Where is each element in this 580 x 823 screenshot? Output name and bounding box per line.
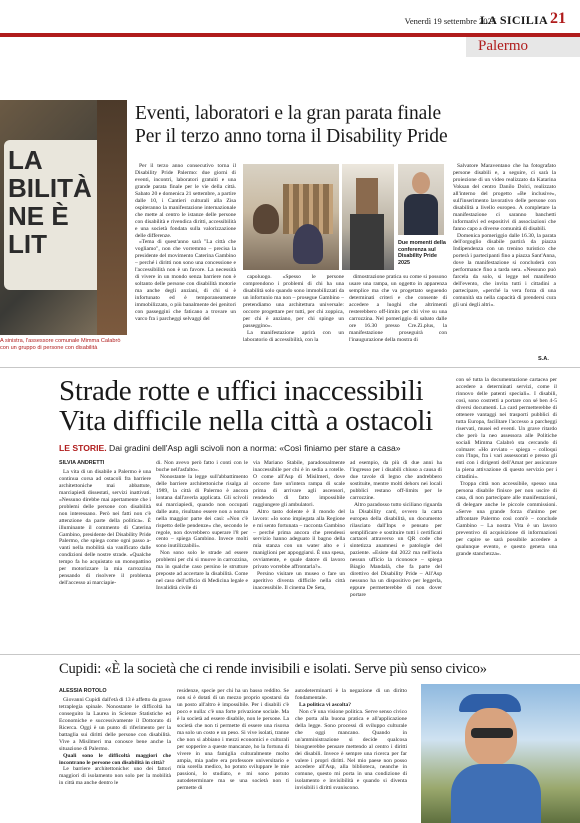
issue-date: Venerdì 19 settembre 2025 <box>404 16 496 26</box>
sign-lettering: LA BILITÀ NE È LIT <box>8 145 92 259</box>
paragraph: Non sono solo le strade ad essere problemi per chi si muove in carrozzina, ma in qualche caso persino le strutture preposte ad accertare la disabilità. Come nel caso dell'ufficio di Medicina legale e Invalidità civile di <box>156 550 248 592</box>
kicker-label: LE STORIE. <box>59 443 107 453</box>
paragraph: Per il terzo anno consecutivo torna il Disability Pride Palermo: due giorni di eventi, incontri, laboratori gratuiti e una grande parata finale per le vie della città. Sabato 20 e domenica 21 settembre, a partire dalle 10, i Cantieri culturali alla Zisa ospiteranno la manifestazione internazionale che mette al centro le istanze delle persone con disabilità e rivendica diritti, accessibilità e una società fondata sulla valorizzazione delle differenze. <box>135 163 236 239</box>
paragraph: con sé tutta la documentazione cartacea per accedere a determinati servizi, come il rinnovo delle patenti speciali». I disabili, così, sono costretti a portare con sé ben 4-5 diversi documenti. La card permetterebbe di ottenere vantaggi nei trasporti pubblici di tutta Europa, facilitare l'accesso a parcheggi riservati, musei ed eventi. Un grave ritardo che però la neo assessora alle Politiche sociali Mimma Calabrò sta cercando di colmare: «Ho avviato – spiega – colloqui con l'Inps, fra i vari assessorati e presso gli enti con i dirigenti dell'Amat per assicurare la piena attivazione di questo servizio per i cittadini». <box>456 377 557 481</box>
photo-giovanni-cupidi <box>421 684 580 823</box>
photo-disability-sign <box>0 100 127 335</box>
paragraph: Giovanni Cupidi dall'età di 13 è affetto da grave tetraplegia spinale. Nonostante le difficoltà ha conseguito la Laurea in Scienze Statistiche ed Economiche e successivamente il Dottorato di Ricerca. Oggi è un punto di riferimento per la battaglia sui diritti delle persone con disabilità. Vive a Misilmeri ma conosce bene anche la situazione di Palermo. <box>59 696 171 752</box>
paragraph: di. Non avevo però fatto i conti con le buche nell'asfalto». <box>156 460 248 473</box>
paragraph: La manifestazione aprirà con un laboratorio di accessibilità, con la <box>243 329 344 343</box>
article1-col2 <box>243 274 344 366</box>
paragraph: Troppa città non accessibile, spesso una persona disabile finisce per non uscire di casa, di non partecipare alle manifestazioni, di delegare anche le piccole commissioni. «Serve una grande forza d'animo per affrontare Palermo così com'è – conclude Gambino – La nostra Vita è un lavoro preventivo di acquisizione di informazioni per capire se sarà possibile accedere a qualunque evento, e questo genera una grande stanchezza». <box>456 481 557 557</box>
newspaper-name: LA SICILIA <box>479 13 548 27</box>
paragraph: autodeterminarti è la negazione di un diritto fondamentale. <box>295 688 407 701</box>
paragraph: residenze, specie per chi ha un basso reddito. Se non si è dotati di un mezzo proprio spostarsi da un posto all'altro è impossibile. Per i disabili c'è poco e nulla: c'è una forte privazione sociale. Ma è la società ad essere disabile, non le persone. La società che non ti permette di essere una risorsa ma solo un costo e un peso. Si vive isolati, tranne che non si abbiano i mezzi economici e culturali per sopperire a queste mancanze, ho la fortuna di vivere in una famiglia culturalmente molto ampia, mia padre era professore universitario e mia sorella medico, ho potuto sviluppare le mie passioni, lo studiato, e mi sono potuto autodeterminare ma se una società non ti permette di <box>177 688 289 792</box>
article2-col1 <box>59 460 151 650</box>
article3-col2 <box>177 688 289 818</box>
article1-col3 <box>349 274 447 366</box>
article3-title: Cupidi: «È la società che ci rende invisibili e isolati. Serve più senso civico» <box>59 661 487 677</box>
divider <box>0 367 580 368</box>
paragraph: «Tema di quest'anno sarà "La città che vogliamo", non che vorremmo – precisa la presidente del movimento Caterina Gambino – perché i diritti non sono una concessione e l'accessibilità non è un favore. La necessità di vivere in un mondo senza barriere non è soltanto delle persone con disabilità motorie ma anche degli anziani, di chi si è infortunato ed è temporaneamente immobilizzato, o più banalmente dei genitori con passeggini che faticano a trovare un varco fra i parcheggi selvaggi del <box>135 239 236 322</box>
article2-col3 <box>253 460 345 650</box>
page-number: 21 <box>550 10 566 27</box>
paragraph: Altro paradosso tutto siciliano riguarda la Disability card, ovvero la carta europea della disabilità, un documento rilasciato dall'Inps e pensato per semplificare e sostituire tutti i certificati cartacei attraverso un QR code che sintetizza anamnesi e patologie del paziente. «Esiste dal 2022 ma nell'isola nessun ufficio la riconosce – spiega Biagio Mandalà, che fa parte del direttivo del Disability Pride – All'Asp nessuno ha un dispositivo per leggerla, eppure permetterebbe di non dover portare <box>350 501 442 599</box>
article2-col2 <box>156 460 248 650</box>
paragraph: Persino visitare un museo o fare un aperitivo diventa difficile nella città inaccessibile. Il cinema De Seta, <box>253 571 345 592</box>
paragraph: dimostrazione pratica su come si possono usare una rampa, un oggetto in apparenza semplice ma che va progettato seguendo determinati criteri e che consente di accedere a luoghi che altrimenti resterebbero off-limits per chi vive su una carrozzina. Nel pomeriggio di sabato dalle ore 16.30 presso Cre.Zi.plus, la manifestazione proseguirà con l'inaugurazione della mostra di <box>349 274 447 343</box>
byline: SILVIA ANDRETTI <box>59 460 105 466</box>
article2-title-line1: Strade rotte e uffici inaccessibili <box>59 375 424 407</box>
article3-col3 <box>295 688 407 818</box>
photo-conference-1 <box>243 164 339 270</box>
photo-conference-2 <box>342 164 394 270</box>
section-name: Palermo <box>478 38 528 54</box>
article1-title-line2: Per il terzo anno torna il Disability Pride <box>135 126 448 147</box>
paragraph: Nonostante la legge sull'abbattimento delle barriere architettoniche risalga al 1989, la città di Palermo è ancora lontana dall'averla applicata. Gli scivoli sui marciapiedi, quando non occupati dalle auto, risultano essere non a norma nella maggior parte dei casi: «Non c'è rispetto delle pendenze» che, secondo le regole, non dovrebbero superare l'8 per cento – spiega Gambino. Invece molti sono inutilizzabili». <box>156 473 248 550</box>
paragraph: Domenica pomeriggio dalle 16.30, la parata dell'orgoglio disabile partirà da piazza Indipendenza con un trenino turistico che porterà i partecipanti fino a piazza Sant'Anna, dove la manifestazione si concluderà con performance fino a tarda sera. «Nessuno può farcela da solo, si legge nel manifesto dell'evento, che invita tutti i cittadini a partecipare, «perché la vera forza di una comunità sta nella capacità di prendersi cura gli uni degli altri». <box>453 232 556 309</box>
paragraph: via Mariano Stabile, paradossalmente inaccessibile per chi è in sedia a rotelle. O come all'Asp di Misilmeri, dove occorre fare un'intera rampa di scale prima di arrivare agli ascensori, rendendo di fatto impossibile raggiungere gli ambulatori. <box>253 460 345 508</box>
article2-col5 <box>456 377 557 650</box>
article-signature: S.A. <box>538 356 549 362</box>
article3-col1 <box>59 688 171 818</box>
article1-title-line1: Eventi, laboratori e la gran parata finale <box>135 103 442 124</box>
interview-question: Quali sono le difficoltà maggiori che incontrano le persone con disabilità in città? <box>59 752 171 766</box>
article1-col4 <box>453 163 556 359</box>
divider <box>0 654 580 655</box>
kicker-text: Dai gradini dell'Asp agli scivoli non a norma: «Così finiamo per stare a casa» <box>106 443 401 453</box>
interview-question: La politica vi ascolta? <box>299 701 352 708</box>
article2-kicker <box>59 443 401 453</box>
paragraph: Non c'è una visione politica. Serve senso civico che porta alla buona pratica e all'applicazione della legge. Sono processi di sviluppo culturale che oggi mancano. Quando in un'amministrazione si decide qualcosa bisognerebbe pensare mettendo al centro i diritti dei disabili. Invece è sempre una ricerca per far valere i propri diritti. Nel mio paese non posso accedere all'Asp, alla biblioteca, neanche in comune, questo mi porta in una condizione di isolamento e invisibilità e quando si diventa invisibili i diritti svaniscono. <box>295 708 407 792</box>
photo-caption: A sinistra, l'assessore comunale Mimma Calabrò con un gruppo di persone con disabilità <box>0 338 121 351</box>
article2-col4 <box>350 460 442 650</box>
paragraph: capoluogo. «Spesso le persone comprendono i problemi di chi ha una disabilità solo quando sono immobilizzati da un infortunio ma non – prosegue Gambino – pretendiamo una architettura universale: occorre progettare per tutti, per chi zoppica, per chi è anziano, per chi spinge un passeggino». <box>243 274 344 329</box>
paragraph: Salvatore Maraventano che ha fotografato persone disabili e, a seguire, ci sarà la proiezione di un video realizzato da Katarina Voksan del centro Danilo Dolci, realizzato all'interno del progetto «Be inclusive», sull'inserimento lavorativo delle persone con disabilità a livello europeo. A completare la manifestazione ci saranno banchetti informativi ed espositivi di associazioni che fanno capo a diverse comunità di disabili. <box>453 163 556 232</box>
article2-title-line2: Vita difficile nella città a ostacoli <box>59 405 433 437</box>
paragraph: Altro tasto dolente è il mondo del lavoro: «Io sono impiegata alla Regione e mi sento fortunata – racconta Gambino – perché prima ancora che prendessi servizio hanno adeguato il bagno della mia stanza con un water alto e i maniglioni per appoggiarsi. È una spesa, ovviamente, e quale datore di lavoro privato vorrebbe affrontarla?». <box>253 508 345 571</box>
paragraph: La vita di un disabile a Palermo è una continua corsa ad ostacoli fra barriere architettoniche mai abbattute, marciapiedi dissestati, servizi inattivati. «Nessuno direbbe mai apertamente che i problemi delle persone con disabilità non interessano. Però nei fatti non c'è attenzione da parte della politica». È illuminante il commento di Caterina Gambino, presidente del Disability Pride Palermo, che spiega come ogni passo a-vanti nella mobilità sia vanificato dalle condizioni delle nostre strade. «Qualche tempo fa ho acquistato un monopattino per motorizzare la mia carrozzina pensando di risolvere il problema dell'accesso ai marciapie- <box>59 468 151 587</box>
photo-caption: Due momenti della conferenza sul Disability Pride 2025 <box>398 240 446 266</box>
paragraph: ad esempio, da più di due anni ha l'ingresso per i disabili chiuso a causa di due tavole di legno che andrebbero sostituite, mentre molti dehors nei locali pubblici restano off-limits per le carrozzine. <box>350 460 442 501</box>
paragraph: Le barriere architettoniche: uno dei fattori maggiori di isolamento non solo per la mobilità in città ma anche dentro le <box>59 766 171 787</box>
article1-col1 <box>135 163 236 367</box>
photo-speaker-portrait <box>398 164 444 235</box>
byline: ALESSIA ROTOLO <box>59 688 107 694</box>
